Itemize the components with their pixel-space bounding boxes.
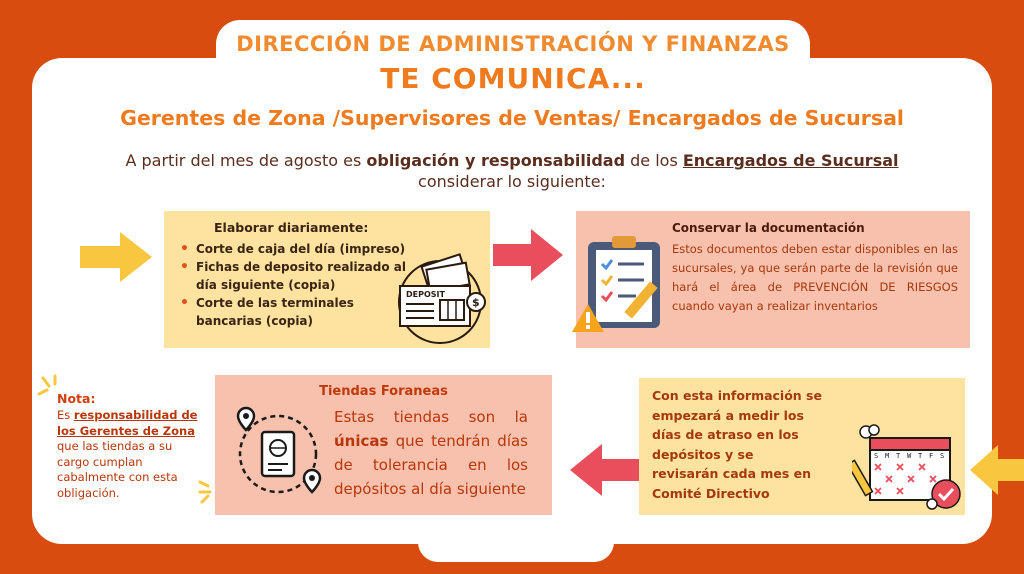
- calendar-day-label: T: [918, 452, 923, 460]
- calendar-day-label: F: [929, 452, 934, 460]
- arrow-left-red-icon: [568, 444, 640, 496]
- arrow-right-yellow-icon: [80, 232, 154, 282]
- daily-tasks-title: Elaborar diariamente:: [214, 220, 369, 235]
- list-item: • Corte de caja del día (impreso): [180, 240, 410, 258]
- svg-text:$: $: [472, 296, 480, 309]
- passport-location-icon: [226, 402, 326, 502]
- documentation-title: Conservar la documentación: [672, 221, 865, 235]
- measurement-body: Con esta información se empezará a medir los días de atraso en los depósitos y se revisarán cada mes en Comité Directivo: [652, 388, 822, 501]
- calendar-day-label: W: [907, 452, 912, 460]
- calendar-day-label: T: [896, 452, 901, 460]
- calendar-icon: [852, 420, 964, 512]
- documentation-body: Estos documentos deben estar disponibles en las sucursales, ya que serán parte de la revisión que hará el área de PREVENCIÓN DE RIESGOS cuando vayan a realizar inventarios: [672, 242, 958, 313]
- calendar-day-label: M: [885, 452, 890, 460]
- deposit-label: DEPOSIT: [406, 290, 445, 299]
- calendar-day-label: S: [940, 452, 945, 460]
- department-title: DIRECCIÓN DE ADMINISTRACIÓN Y FINANZAS: [236, 32, 790, 56]
- bottom-tab: [418, 520, 614, 562]
- daily-tasks-list: [180, 240, 410, 330]
- intro-text: A partir del mes de agosto es obligación y responsabilidad de los Encargados de Sucursal considerar lo siguiente:: [125, 151, 899, 191]
- arrow-left-yellow-icon: [968, 445, 1024, 495]
- communicates-title: TE COMUNICA...: [380, 62, 646, 95]
- clipboard-checklist-icon: [570, 232, 670, 340]
- note-title: Nota:: [57, 391, 96, 406]
- list-item: • Corte de las terminales bancarias (copia): [180, 294, 410, 330]
- note-body: Es responsabilidad de los Gerentes de Zona que las tiendas a su cargo cumplan cabalmente con esta obligación.: [57, 408, 198, 500]
- audience-subtitle: Gerentes de Zona /Supervisores de Ventas/ Encargados de Sucursal: [120, 106, 904, 130]
- list-item: • Fichas de deposito realizado al día siguiente (copia): [180, 258, 410, 294]
- foreign-stores-title: Tiendas Foraneas: [319, 384, 448, 399]
- deposit-slip-icon: [396, 252, 488, 344]
- foreign-stores-body: Estas tiendas son la únicas que tendrán días de tolerancia en los depósitos al día siguiente: [334, 408, 528, 498]
- arrow-right-red-icon: [493, 229, 565, 281]
- calendar-day-label: S: [874, 452, 879, 460]
